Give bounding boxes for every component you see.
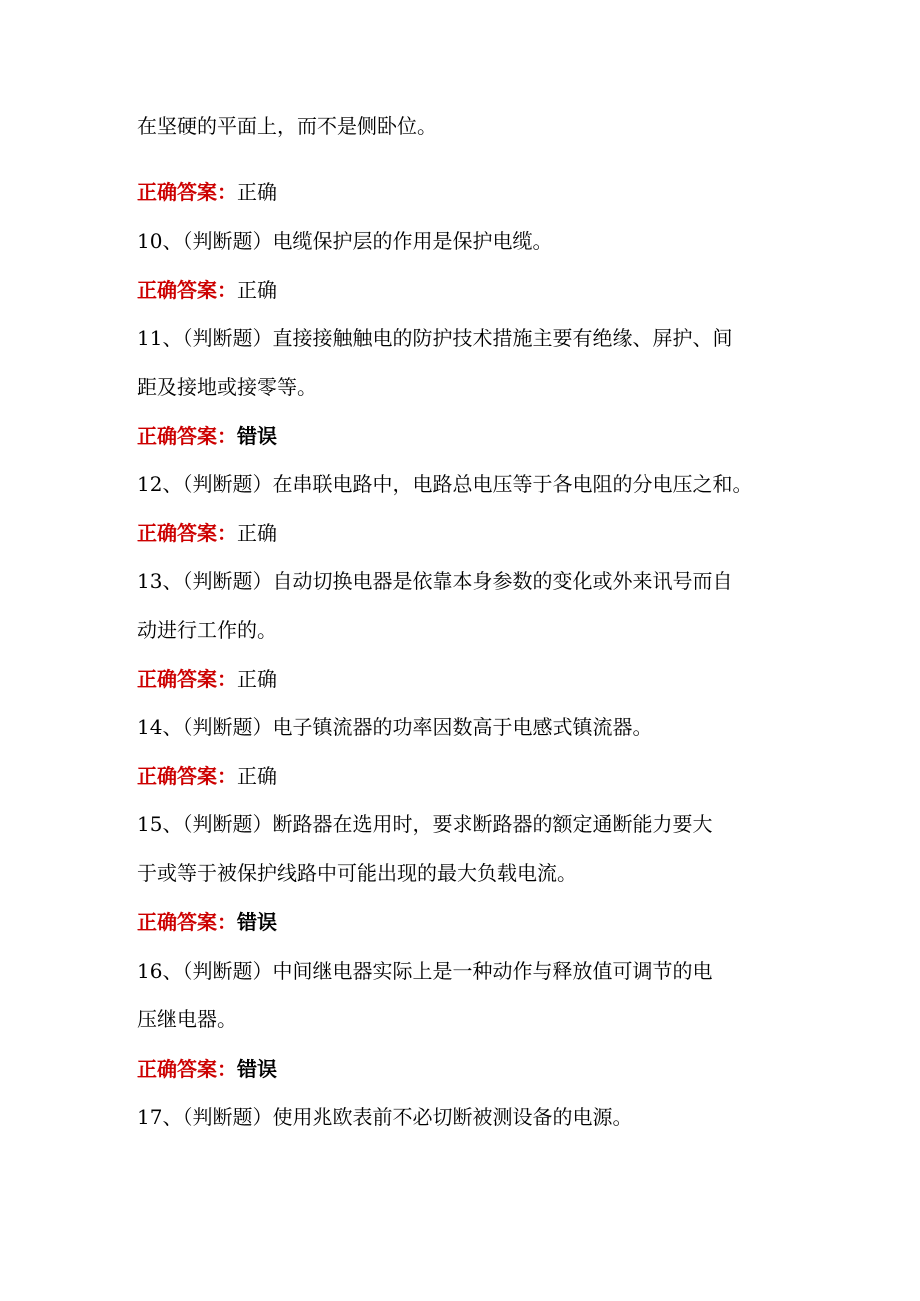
answer-label: 正确答案： [137,278,237,302]
answer-label: 正确答案： [137,424,237,448]
answer-label: 正确答案： [137,910,237,934]
answer-value: 正确 [237,667,277,691]
answer-row [137,762,797,790]
question-text-line: 11、（判断题）直接接触触电的防护技术措施主要有绝缘、屏护、间 [137,326,733,350]
answer-value: 正确 [237,278,277,302]
question-text-line: 17、（判断题）使用兆欧表前不必切断被测设备的电源。 [137,1105,633,1129]
answer-row [137,276,797,304]
question-text-line: 动进行工作的。 [137,618,277,642]
question-text-line: 于或等于被保护线路中可能出现的最大负载电流。 [137,861,577,885]
answer-label: 正确答案： [137,667,237,691]
answer-row [137,665,797,693]
question-text-line: 13、（判断题）自动切换电器是依靠本身参数的变化或外来讯号而自 [137,569,733,593]
answer-label: 正确答案： [137,180,237,204]
answer-value: 错误 [237,1057,277,1081]
question-text-line: 12、（判断题）在串联电路中，电路总电压等于各电阻的分电压之和。 [137,472,753,496]
answer-value: 正确 [237,521,277,545]
answer-label: 正确答案： [137,764,237,788]
answer-row [137,519,797,547]
question-text-line: 10、（判断题）电缆保护层的作用是保护电缆。 [137,229,553,253]
answer-row [137,178,797,206]
answer-value: 错误 [237,910,277,934]
question-text-line: 16、（判断题）中间继电器实际上是一种动作与释放值可调节的电 [137,959,713,983]
answer-value: 正确 [237,180,277,204]
answer-row [137,1055,797,1083]
question-text-line: 压继电器。 [137,1007,237,1031]
answer-label: 正确答案： [137,1057,237,1081]
answer-label: 正确答案： [137,521,237,545]
question-text-line: 14、（判断题）电子镇流器的功率因数高于电感式镇流器。 [137,715,653,739]
question-text-line: 15、（判断题）断路器在选用时，要求断路器的额定通断能力要大 [137,812,713,836]
answer-value: 正确 [237,764,277,788]
answer-value: 错误 [237,424,277,448]
question-text-line: 在坚硬的平面上，而不是侧卧位。 [137,114,437,138]
answer-row [137,908,797,936]
question-text-line: 距及接地或接零等。 [137,375,317,399]
answer-row [137,422,797,450]
